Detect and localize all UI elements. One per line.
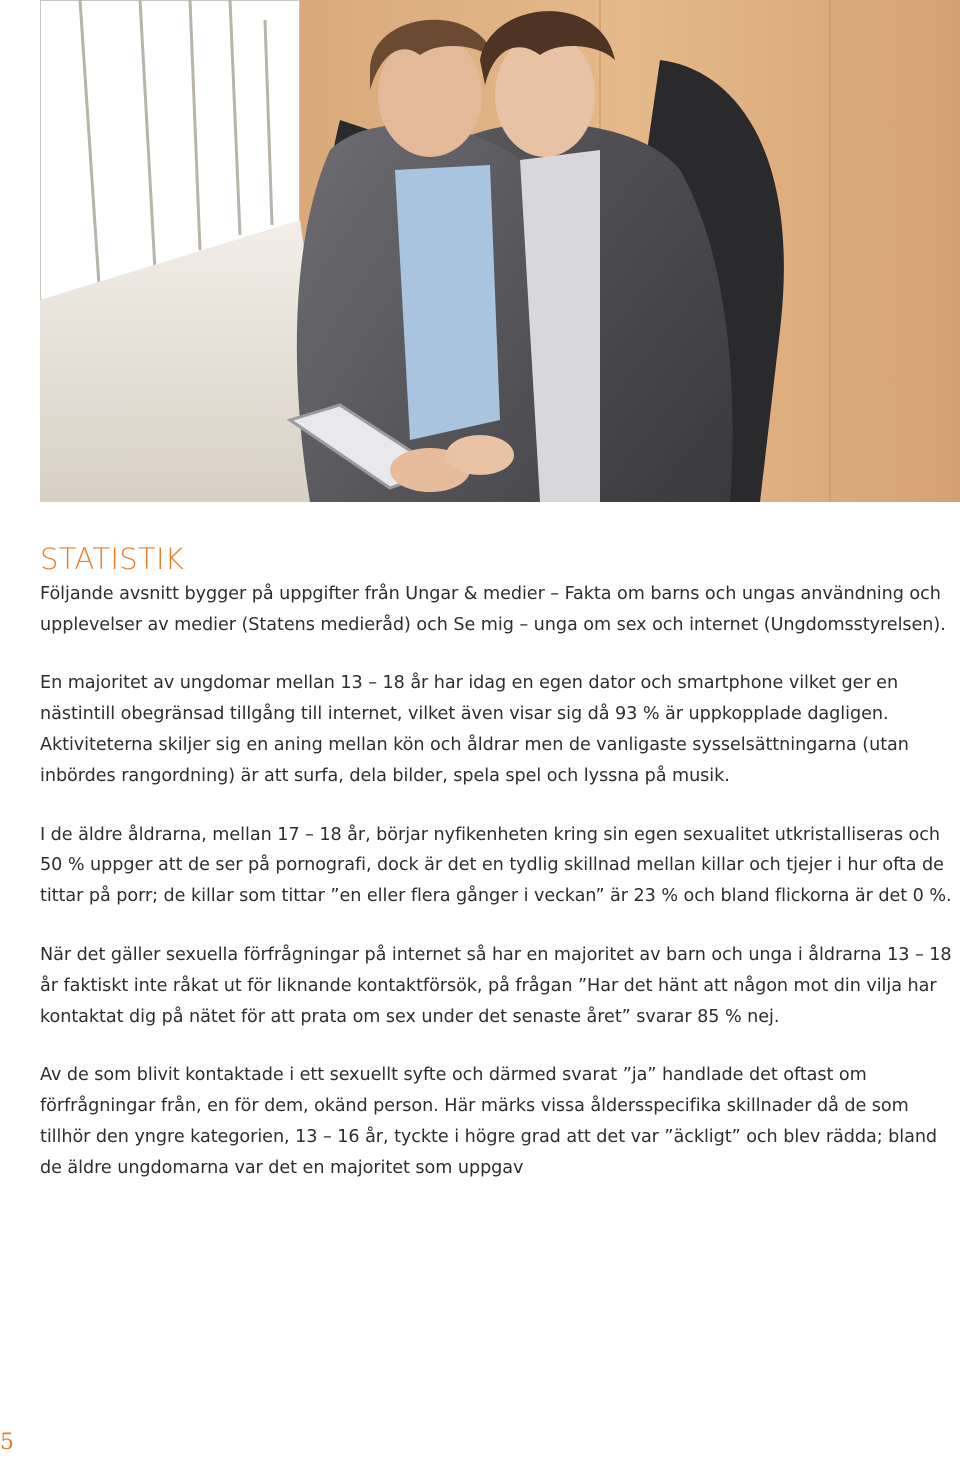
paragraph-3: I de äldre åldrarna, mellan 17 – 18 år, börjar nyfikenheten kring sin egen sexualitet utkristalliseras och 50 % uppger att de ser på pornografi, dock är det en tydlig skillnad mellan killar och tjejer i hur ofta de tittar på porr; de killar som tittar ”en eller flera gånger i veckan” är 23 % och bland flickorna är det 0 %. [40, 824, 952, 907]
page-number: 5 [0, 1430, 14, 1455]
section-title: STATISTIK [40, 542, 185, 576]
teens-with-tablet-photo [40, 0, 960, 502]
paragraph-2: En majoritet av ungdomar mellan 13 – 18 år har idag en egen dator och smartphone vilket ger en nästintill obegränsad tillgång till internet, vilket även visar sig då 93 % är uppkopplade dagligen. Aktiviteterna skiljer sig en aning mellan kön och åldrar men de vanligaste sysselsättningarna (utan inbördes rangordning) är att surfa, dela bilder, spela spel och lyssna på musik. [40, 673, 909, 786]
hero-photo [40, 0, 960, 502]
paragraph-1: Följande avsnitt bygger på uppgifter från Ungar & medier – Fakta om barns och ungas användning och upplevelser av medier (Statens medieråd) och Se mig – unga om sex och internet (Ungdomsstyrelsen). [40, 583, 946, 635]
paragraph-5: Av de som blivit kontaktade i ett sexuellt syfte och därmed svarat ”ja” handlade det oftast om förfrågningar från, en för dem, okänd person. Här märks vissa åldersspecifika skillnader då de som tillhör den yngre kategorien, 13 – 16 år, tyckte i högre grad att det var ”äckligt” och blev rädda; bland de äldre ungdomarna var det en majoritet som uppgav [40, 1065, 938, 1178]
article-content [40, 542, 955, 1212]
paragraph-4: När det gäller sexuella förfrågningar på internet så har en majoritet av barn och unga i åldrarna 13 – 18 år faktiskt inte råkat ut för liknande kontaktförsök, på frågan ”Har det hänt att någon mot din vilja har kontaktat dig på nätet för att prata om sex under det senaste året” svarar 85 % nej. [40, 944, 952, 1027]
